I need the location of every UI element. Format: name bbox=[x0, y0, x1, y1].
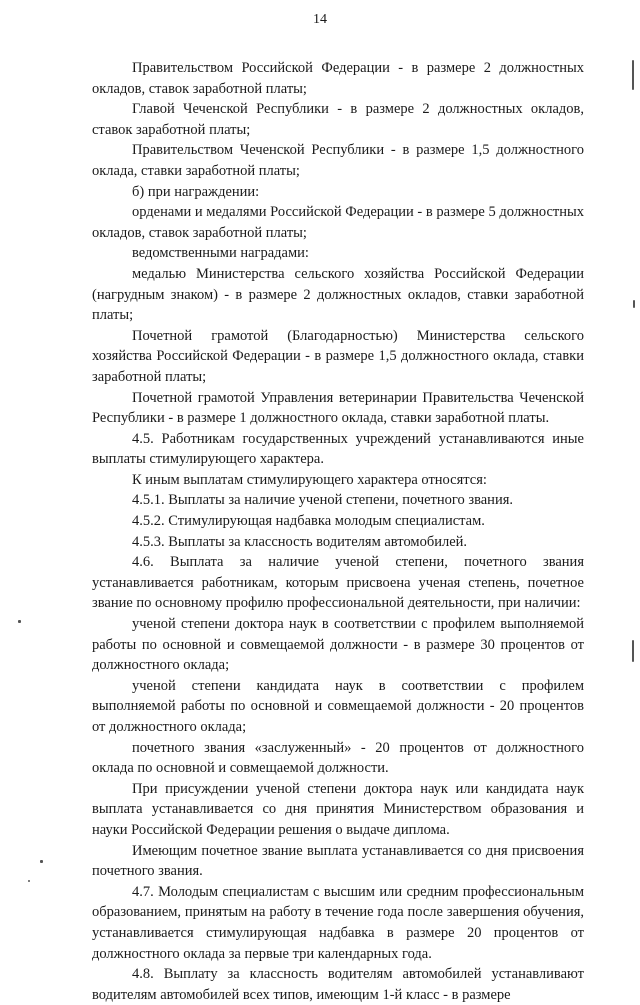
scan-mark bbox=[18, 620, 21, 623]
paragraph: Почетной грамотой (Благодарностью) Министерства сельского хозяйства Российской Федерации - в размере 1,5 должностного оклада, ставки заработной платы; bbox=[92, 327, 584, 385]
paragraph: ученой степени доктора наук в соответствии с профилем выполняемой работы по основной и совмещаемой должности - в размере 30 процентов от должностного оклада; bbox=[92, 616, 584, 674]
scan-mark bbox=[632, 640, 634, 662]
paragraph: Почетной грамотой Управления ветеринарии Правительства Чеченской Республики - в размере 1 должностного оклада, ставки заработной платы. bbox=[92, 389, 584, 427]
paragraph: медалью Министерства сельского хозяйства Российской Федерации (нагрудным знаком) - в размере 2 должностных окладов, ставки заработной платы; bbox=[92, 265, 584, 324]
paragraph: Правительством Российской Федерации - в размере 2 должностных окладов, ставок заработной платы; bbox=[92, 60, 584, 97]
paragraph: 4.8. Выплату за классность водителям автомобилей устанавливают водителям автомобилей всех типов, имеющим 1-й класс - в размере bbox=[92, 966, 584, 1003]
paragraph: 4.5.3. Выплаты за классность водителям автомобилей. bbox=[132, 533, 468, 550]
scan-mark bbox=[632, 60, 634, 90]
paragraph: орденами и медалями Российской Федерации - в размере 5 должностных окладов, ставок заработной платы; bbox=[92, 204, 584, 241]
scan-mark bbox=[633, 300, 635, 308]
paragraph: почетного звания «заслуженный» - 20 процентов от должностного оклада по основной и совмещаемой должности. bbox=[92, 739, 584, 777]
paragraph: б) при награждении: bbox=[132, 183, 260, 200]
paragraph: К иным выплатам стимулирующего характера относятся: bbox=[132, 471, 487, 488]
paragraph: 4.5. Работникам государственных учреждений устанавливаются иные выплаты стимулирующего характера. bbox=[92, 430, 584, 468]
paragraph: 4.5.1. Выплаты за наличие ученой степени, почетного звания. bbox=[132, 492, 513, 509]
paragraph: 4.6. Выплата за наличие ученой степени, почетного звания устанавливается работникам, которым присвоена ученая степень, почетное звание по основному профилю профессиональной деятельности, при наличии: bbox=[92, 554, 584, 612]
scan-mark bbox=[40, 860, 43, 863]
paragraph: 4.5.2. Стимулирующая надбавка молодым специалистам. bbox=[132, 513, 485, 530]
paragraph: Имеющим почетное звание выплата устанавливается со дня присвоения почетного звания. bbox=[92, 842, 584, 880]
scan-mark bbox=[28, 880, 30, 882]
paragraph: При присуждении ученой степени доктора наук или кандидата наук выплата устанавливается со дня принятия Министерством образования и науки Российской Федерации решения о выдаче диплома. bbox=[92, 780, 584, 838]
paragraph: Главой Чеченской Республики - в размере 2 должностных окладов, ставок заработной платы; bbox=[92, 101, 584, 138]
document-body bbox=[92, 58, 584, 1005]
page-number: 14 bbox=[313, 12, 327, 27]
paragraph: 4.7. Молодым специалистам с высшим или средним профессиональным образованием, принятым на работу в течение года после завершения обучения, устанавливается стимулирующая надбавка в размере 20 процентов от должностного оклада за первые три календарных года. bbox=[92, 883, 584, 962]
paragraph: Правительством Чеченской Республики - в размере 1,5 должностного оклада, ставки заработной платы; bbox=[92, 142, 584, 179]
paragraph: ведомственными наградами: bbox=[132, 245, 309, 262]
paragraph: ученой степени кандидата наук в соответствии с профилем выполняемой работы по основной и совмещаемой должности - 20 процентов от должностного оклада; bbox=[92, 677, 584, 735]
